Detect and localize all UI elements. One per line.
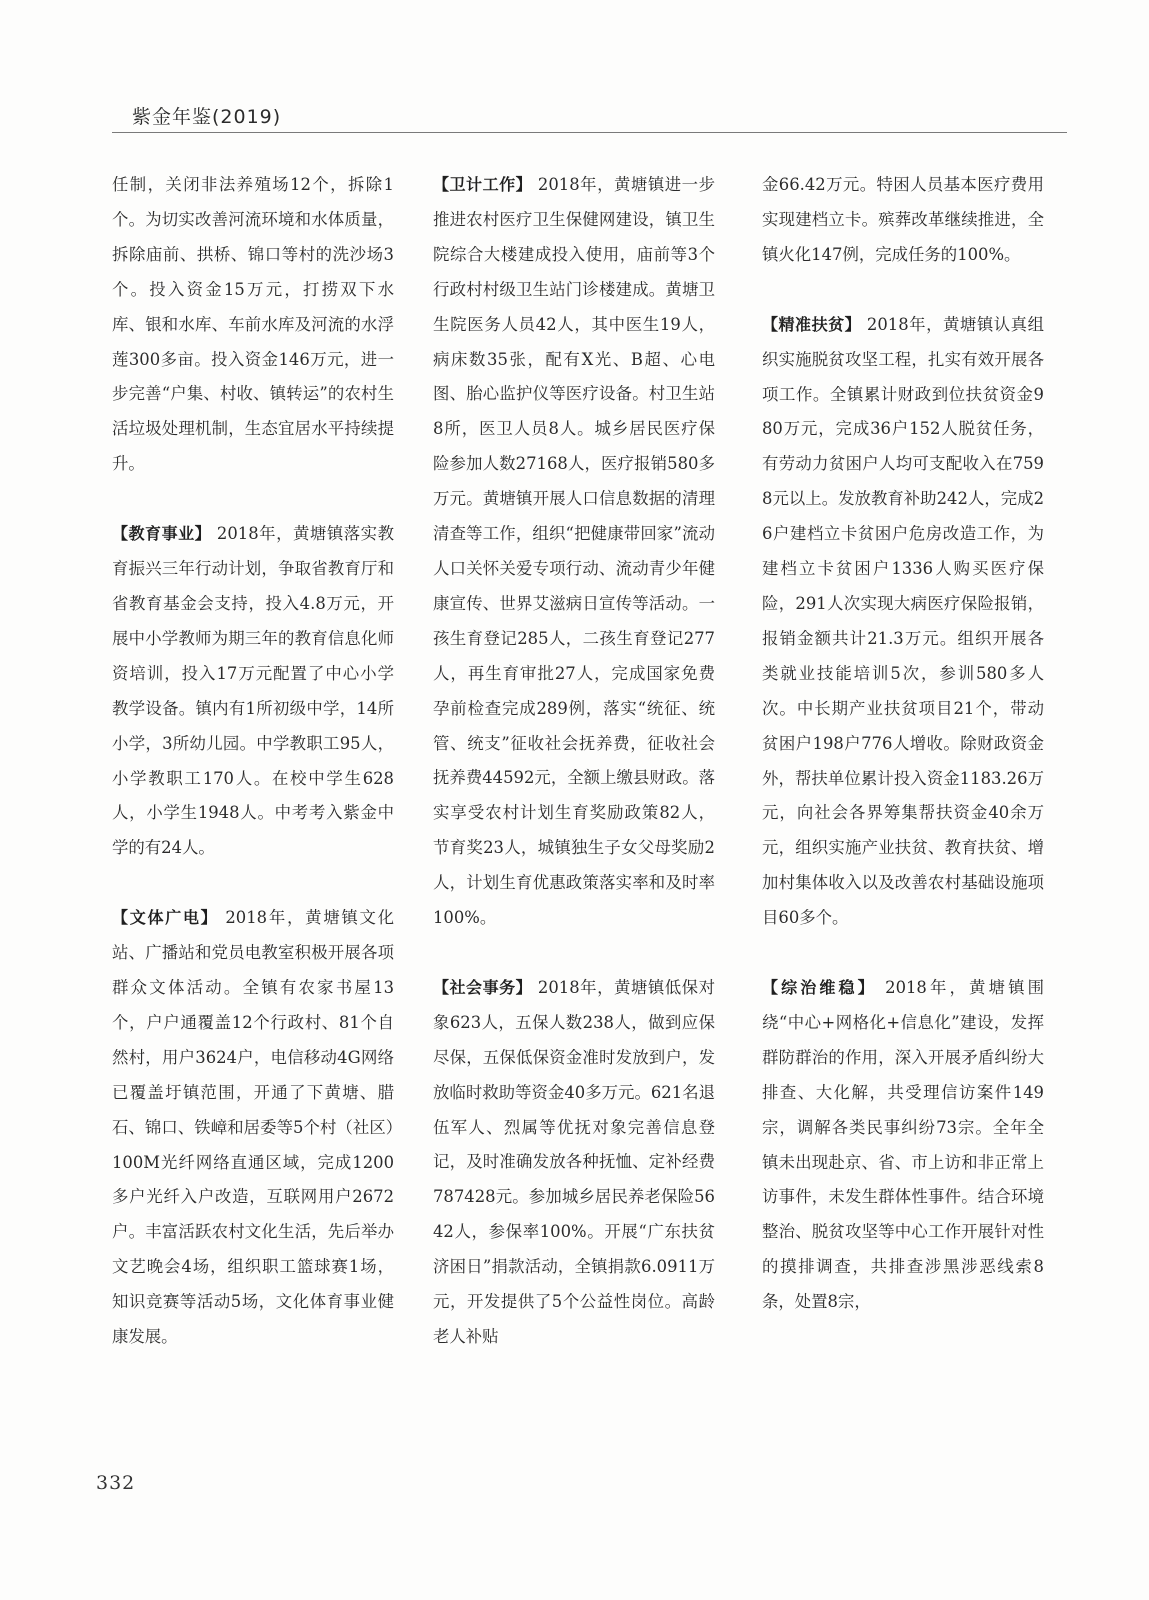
section-body-education: 2018年，黄塘镇落实教育振兴三年行动计划，争取省教育厅和省教育基金会支持，投入4.8万元，开展中小学教师为期三年的教育信息化师资培训，投入17万元配置了中心小学教学设备。镇内有1所初级中学，14所小学，3所幼儿园。中学教职工95人，小学教职工170人。在校中学生628人，小学生1948人。中考考入紫金中学的有24人。 [112, 524, 394, 858]
section-heading-culture: 【文体广电】 [112, 908, 219, 928]
section-heading-education: 【教育事业】 [112, 524, 212, 544]
section-culture [112, 901, 394, 1355]
text-column-1 [112, 168, 394, 1390]
section-social [433, 971, 715, 1355]
yearbook-title: 紫金年鉴(2019) [132, 106, 282, 128]
page-number: 332 [96, 1472, 136, 1494]
section-heading-stability: 【综治维稳】 [762, 978, 877, 998]
section-body-poverty: 2018年，黄塘镇认真组织实施脱贫攻坚工程，扎实有效开展各项工作。全镇累计财政到位扶贫资金980万元，完成36户152人脱贫任务，有劳动力贫困户人均可支配收入在7598元以上。发放教育补助242人，完成26户建档立卡贫困户危房改造工作，为建档立卡贫困户1336人购买医疗保险，291人次实现大病医疗保险报销，报销金额共计21.3万元。组织开展各类就业技能培训5次，参训580多人次。中长期产业扶贫项目21个，带动贫困户198户776人增收。除财政资金外，帮扶单位累计投入资金1183.26万元，向社会各界筹集帮扶资金40余万元，组织实施产业扶贫、教育扶贫、增加村集体收入以及改善农村基础设施项目60多个。 [762, 314, 1044, 928]
continuation-paragraph-ecology [112, 168, 394, 482]
section-heading-poverty: 【精准扶贫】 [762, 314, 862, 334]
text-column-2 [433, 168, 715, 1390]
continuation-text: 任制，关闭非法养殖场12个，拆除1个。为切实改善河流环境和水体质量，拆除庙前、拱桥、锦口等村的洗沙场3个。投入资金15万元，打捞双下水库、银和水库、车前水库及河流的水浮莲300多亩。投入资金146万元，进一步完善“户集、村收、镇转运”的农村生活垃圾处理机制，生态宜居水平持续提升。 [112, 175, 394, 474]
continuation-paragraph-social [762, 168, 1044, 273]
section-body-social: 2018年，黄塘镇低保对象623人，五保人数238人，做到应保尽保，五保低保资金准时发放到户，发放临时救助等资金40多万元。621名退伍军人、烈属等优抚对象完善信息登记，及时准确发放各种抚恤、定补经费787428元。参加城乡居民养老保险5642人，参保率100%。开展“广东扶贫济困日”捐款活动，全镇捐款6.0911万元，开发提供了5个公益性岗位。高龄老人补贴 [433, 977, 715, 1346]
section-health [433, 168, 715, 936]
section-education [112, 517, 394, 866]
section-body-culture: 2018年，黄塘镇文化站、广播站和党员电教室积极开展各项群众文体活动。全镇有农家书屋13个，户户通覆盖12个行政村、81个自然村，用户3624户，电信移动4G网络已覆盖圩镇范围，开通了下黄塘、腊石、锦口、铁嶂和居委等5个村（社区）100M光纤网络直通区域，完成1200多户光纤入户改造，互联网用户2672户。丰富活跃农村文化生活，先后举办文艺晚会4场，组织职工篮球赛1场，知识竞赛等活动5场，文化体育事业健康发展。 [112, 908, 394, 1347]
running-header [112, 96, 1067, 136]
section-stability [762, 971, 1044, 1320]
section-heading-social: 【社会事务】 [433, 977, 533, 997]
header-rule [112, 132, 1067, 133]
section-poverty [762, 308, 1044, 936]
section-body-health: 2018年，黄塘镇进一步推进农村医疗卫生保健网建设，镇卫生院综合大楼建成投入使用，庙前等3个行政村村级卫生站门诊楼建成。黄塘卫生院医务人员42人，其中医生19人，病床数35张，配有X光、B超、心电图、胎心监护仪等医疗设备。村卫生站8所，医卫人员8人。城乡居民医疗保险参加人数27168人，医疗报销580多万元。黄塘镇开展人口信息数据的清理清查等工作，组织“把健康带回家”流动人口关怀关爱专项行动、流动青少年健康宣传、世界艾滋病日宣传等活动。一孩生育登记285人，二孩生育登记277人，再生育审批27人，完成国家免费孕前检查完成289例，落实“统征、统管、统支”征收社会抚养费，征收社会抚养费44592元，全额上缴县财政。落实享受农村计划生育奖励政策82人，节育奖23人，城镇独生子女父母奖励2人，计划生育优惠政策落实率和及时率100%。 [433, 175, 715, 928]
text-column-3 [762, 168, 1044, 1355]
section-heading-health: 【卫计工作】 [433, 175, 533, 194]
section-body-stability: 2018年，黄塘镇围绕“中心+网格化+信息化”建设，发挥群防群治的作用，深入开展矛盾纠纷大排查、大化解，共受理信访案件149宗，调解各类民事纠纷73宗。全年全镇未出现赴京、省、市上访和非正常上访事件，未发生群体性事件。结合环境整治、脱贫攻坚等中心工作开展针对性的摸排调查，共排查涉黑涉恶线索8条，处置8宗， [762, 978, 1044, 1312]
continuation-text: 金66.42万元。特困人员基本医疗费用实现建档立卡。殡葬改革继续推进，全镇火化147例，完成任务的100%。 [762, 175, 1044, 264]
